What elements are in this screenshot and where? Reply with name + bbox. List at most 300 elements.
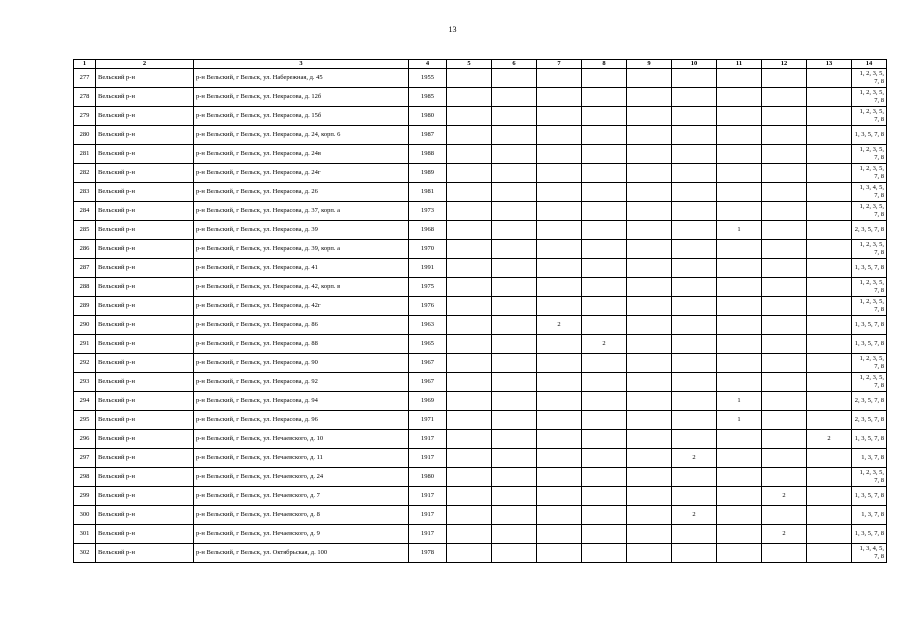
col-10-cell [672, 278, 717, 297]
col-11-cell [717, 126, 762, 145]
year-built-cell: 1965 [409, 335, 447, 354]
col-7-cell [537, 544, 582, 563]
row-number-cell: 288 [74, 278, 96, 297]
col-6-cell [492, 468, 537, 487]
col-10-cell [672, 164, 717, 183]
table-row [74, 259, 887, 278]
col-14-cell: 1, 2, 3, 5, 7, 8 [852, 88, 887, 107]
district-cell: Вельский р-н [96, 278, 194, 297]
col-6-cell [492, 506, 537, 525]
table-row [74, 487, 887, 506]
row-number-cell: 281 [74, 145, 96, 164]
row-number-cell: 284 [74, 202, 96, 221]
col-6-cell [492, 316, 537, 335]
district-cell: Вельский р-н [96, 202, 194, 221]
col-5-cell [447, 411, 492, 430]
table-row [74, 221, 887, 240]
district-cell: Вельский р-н [96, 145, 194, 164]
year-built-cell: 1967 [409, 373, 447, 392]
table-row [74, 278, 887, 297]
col-10-cell [672, 411, 717, 430]
col-11-cell [717, 145, 762, 164]
address-cell: р-н Вельский, г Вельск, ул. Некрасова, д. 86 [194, 316, 409, 335]
col-7-cell [537, 202, 582, 221]
col-14-cell: 1, 2, 3, 5, 7, 8 [852, 107, 887, 126]
col-14-cell: 1, 2, 3, 5, 7, 8 [852, 69, 887, 88]
page-number: 13 [448, 25, 457, 34]
col-8-cell [582, 88, 627, 107]
col-12-cell [762, 240, 807, 259]
col-header-13: 13 [807, 60, 852, 69]
district-cell: Вельский р-н [96, 316, 194, 335]
year-built-cell: 1967 [409, 354, 447, 373]
col-14-cell: 2, 3, 5, 7, 8 [852, 411, 887, 430]
row-number-cell: 283 [74, 183, 96, 202]
col-5-cell [447, 164, 492, 183]
address-cell: р-н Вельский, г Вельск, ул. Некрасова, д. 42, корп. в [194, 278, 409, 297]
col-8-cell [582, 107, 627, 126]
year-built-cell: 1917 [409, 449, 447, 468]
col-6-cell [492, 297, 537, 316]
col-5-cell [447, 544, 492, 563]
district-cell: Вельский р-н [96, 259, 194, 278]
col-14-cell: 1, 3, 5, 7, 8 [852, 126, 887, 145]
year-built-cell: 1963 [409, 316, 447, 335]
col-11-cell [717, 544, 762, 563]
address-cell: р-н Вельский, г Вельск, ул. Некрасова, д. 42г [194, 297, 409, 316]
col-9-cell [627, 297, 672, 316]
col-6-cell [492, 354, 537, 373]
col-6-cell [492, 373, 537, 392]
col-5-cell [447, 392, 492, 411]
col-12-cell: 2 [762, 525, 807, 544]
col-7-cell [537, 506, 582, 525]
col-7-cell [537, 259, 582, 278]
col-12-cell [762, 145, 807, 164]
col-8-cell [582, 544, 627, 563]
col-11-cell [717, 430, 762, 449]
col-10-cell [672, 392, 717, 411]
col-6-cell [492, 240, 537, 259]
col-10-cell [672, 183, 717, 202]
col-11-cell [717, 354, 762, 373]
col-5-cell [447, 449, 492, 468]
col-6-cell [492, 525, 537, 544]
col-6-cell [492, 449, 537, 468]
table-row [74, 449, 887, 468]
col-6-cell [492, 107, 537, 126]
table-row [74, 145, 887, 164]
col-10-cell [672, 240, 717, 259]
col-5-cell [447, 145, 492, 164]
col-5-cell [447, 240, 492, 259]
col-12-cell [762, 430, 807, 449]
table-row [74, 164, 887, 183]
col-6-cell [492, 145, 537, 164]
col-11-cell [717, 449, 762, 468]
col-14-cell: 1, 3, 5, 7, 8 [852, 430, 887, 449]
col-11-cell [717, 69, 762, 88]
col-5-cell [447, 316, 492, 335]
table-row [74, 392, 887, 411]
address-cell: р-н Вельский, г Вельск, ул. Некрасова, д. 26 [194, 183, 409, 202]
district-cell: Вельский р-н [96, 221, 194, 240]
table-row [74, 354, 887, 373]
col-11-cell [717, 468, 762, 487]
col-5-cell [447, 525, 492, 544]
col-11-cell [717, 259, 762, 278]
col-13-cell [807, 373, 852, 392]
col-5-cell [447, 278, 492, 297]
col-14-cell: 1, 3, 7, 8 [852, 449, 887, 468]
col-11-cell [717, 335, 762, 354]
col-6-cell [492, 221, 537, 240]
col-8-cell [582, 392, 627, 411]
row-number-cell: 289 [74, 297, 96, 316]
row-number-cell: 292 [74, 354, 96, 373]
header-row [74, 60, 887, 69]
district-cell: Вельский р-н [96, 69, 194, 88]
col-5-cell [447, 126, 492, 145]
col-8-cell [582, 411, 627, 430]
year-built-cell: 1978 [409, 544, 447, 563]
col-7-cell: 2 [537, 316, 582, 335]
col-9-cell [627, 278, 672, 297]
district-cell: Вельский р-н [96, 411, 194, 430]
table-row [74, 88, 887, 107]
col-9-cell [627, 316, 672, 335]
table-row [74, 411, 887, 430]
col-13-cell [807, 487, 852, 506]
col-11-cell: 1 [717, 392, 762, 411]
address-cell: р-н Вельский, г Вельск, ул. Нечаевского, д. 7 [194, 487, 409, 506]
table-row [74, 107, 887, 126]
table-row [74, 525, 887, 544]
table-row [74, 373, 887, 392]
col-10-cell [672, 487, 717, 506]
col-14-cell: 2, 3, 5, 7, 8 [852, 392, 887, 411]
col-11-cell [717, 107, 762, 126]
district-cell: Вельский р-н [96, 544, 194, 563]
col-12-cell [762, 164, 807, 183]
row-number-cell: 296 [74, 430, 96, 449]
row-number-cell: 286 [74, 240, 96, 259]
col-6-cell [492, 392, 537, 411]
district-cell: Вельский р-н [96, 335, 194, 354]
col-14-cell: 1, 3, 5, 7, 8 [852, 335, 887, 354]
col-8-cell: 2 [582, 335, 627, 354]
address-cell: р-н Вельский, г Вельск, ул. Некрасова, д. 41 [194, 259, 409, 278]
col-8-cell [582, 316, 627, 335]
col-5-cell [447, 259, 492, 278]
col-7-cell [537, 240, 582, 259]
col-8-cell [582, 259, 627, 278]
col-11-cell [717, 278, 762, 297]
table-row [74, 544, 887, 563]
address-cell: р-н Вельский, г Вельск, ул. Набережная, д. 45 [194, 69, 409, 88]
year-built-cell: 1971 [409, 411, 447, 430]
table-row [74, 335, 887, 354]
address-cell: р-н Вельский, г Вельск, ул. Некрасова, д. 39 [194, 221, 409, 240]
col-8-cell [582, 430, 627, 449]
col-10-cell [672, 221, 717, 240]
col-14-cell: 1, 3, 5, 7, 8 [852, 525, 887, 544]
col-12-cell [762, 202, 807, 221]
col-11-cell [717, 202, 762, 221]
col-7-cell [537, 392, 582, 411]
col-12-cell [762, 392, 807, 411]
address-cell: р-н Вельский, г Вельск, ул. Некрасова, д. 88 [194, 335, 409, 354]
col-14-cell: 1, 3, 7, 8 [852, 506, 887, 525]
col-12-cell [762, 468, 807, 487]
col-8-cell [582, 240, 627, 259]
col-13-cell [807, 240, 852, 259]
year-built-cell: 1976 [409, 297, 447, 316]
year-built-cell: 1917 [409, 430, 447, 449]
col-7-cell [537, 126, 582, 145]
row-number-cell: 301 [74, 525, 96, 544]
col-13-cell [807, 411, 852, 430]
col-9-cell [627, 468, 672, 487]
col-12-cell [762, 411, 807, 430]
col-8-cell [582, 487, 627, 506]
col-10-cell [672, 259, 717, 278]
address-cell: р-н Вельский, г Вельск, ул. Некрасова, д. 90 [194, 354, 409, 373]
address-cell: р-н Вельский, г Вельск, ул. Некрасова, д. 15б [194, 107, 409, 126]
year-built-cell: 1917 [409, 525, 447, 544]
address-cell: р-н Вельский, г Вельск, ул. Некрасова, д. 37, корп. а [194, 202, 409, 221]
col-14-cell: 1, 3, 4, 5, 7, 8 [852, 183, 887, 202]
col-6-cell [492, 411, 537, 430]
table-row [74, 183, 887, 202]
table-row [74, 126, 887, 145]
table-body [74, 69, 887, 563]
col-5-cell [447, 221, 492, 240]
col-9-cell [627, 449, 672, 468]
col-10-cell [672, 202, 717, 221]
col-13-cell [807, 183, 852, 202]
col-5-cell [447, 107, 492, 126]
district-cell: Вельский р-н [96, 487, 194, 506]
col-6-cell [492, 335, 537, 354]
col-14-cell: 1, 3, 5, 7, 8 [852, 316, 887, 335]
row-number-cell: 294 [74, 392, 96, 411]
row-number-cell: 299 [74, 487, 96, 506]
col-7-cell [537, 525, 582, 544]
col-14-cell: 1, 2, 3, 5, 7, 8 [852, 297, 887, 316]
col-6-cell [492, 544, 537, 563]
col-8-cell [582, 202, 627, 221]
row-number-cell: 278 [74, 88, 96, 107]
col-14-cell: 1, 2, 3, 5, 7, 8 [852, 354, 887, 373]
col-8-cell [582, 69, 627, 88]
address-cell: р-н Вельский, г Вельск, ул. Некрасова, д. 39, корп. а [194, 240, 409, 259]
address-cell: р-н Вельский, г Вельск, ул. Нечаевского, д. 10 [194, 430, 409, 449]
col-8-cell [582, 525, 627, 544]
col-14-cell: 1, 2, 3, 5, 7, 8 [852, 278, 887, 297]
year-built-cell: 1988 [409, 145, 447, 164]
col-13-cell [807, 354, 852, 373]
year-built-cell: 1917 [409, 506, 447, 525]
col-10-cell [672, 525, 717, 544]
col-11-cell [717, 240, 762, 259]
col-8-cell [582, 506, 627, 525]
col-11-cell [717, 183, 762, 202]
housing-registry-table [73, 59, 887, 563]
col-7-cell [537, 354, 582, 373]
col-13-cell [807, 468, 852, 487]
district-cell: Вельский р-н [96, 506, 194, 525]
col-10-cell [672, 373, 717, 392]
year-built-cell: 1955 [409, 69, 447, 88]
col-6-cell [492, 88, 537, 107]
col-13-cell [807, 259, 852, 278]
col-header-10: 10 [672, 60, 717, 69]
table-row [74, 202, 887, 221]
col-6-cell [492, 126, 537, 145]
col-10-cell [672, 468, 717, 487]
district-cell: Вельский р-н [96, 449, 194, 468]
col-header-5: 5 [447, 60, 492, 69]
col-10-cell [672, 145, 717, 164]
col-12-cell [762, 297, 807, 316]
col-7-cell [537, 278, 582, 297]
address-cell: р-н Вельский, г Вельск, ул. Некрасова, д. 92 [194, 373, 409, 392]
table-row [74, 430, 887, 449]
district-cell: Вельский р-н [96, 373, 194, 392]
col-9-cell [627, 183, 672, 202]
year-built-cell: 1973 [409, 202, 447, 221]
col-12-cell [762, 221, 807, 240]
year-built-cell: 1980 [409, 107, 447, 126]
col-9-cell [627, 354, 672, 373]
col-6-cell [492, 259, 537, 278]
col-7-cell [537, 164, 582, 183]
district-cell: Вельский р-н [96, 240, 194, 259]
col-11-cell [717, 88, 762, 107]
col-8-cell [582, 164, 627, 183]
col-header-4: 4 [409, 60, 447, 69]
year-built-cell: 1969 [409, 392, 447, 411]
col-11-cell [717, 373, 762, 392]
col-5-cell [447, 487, 492, 506]
col-7-cell [537, 411, 582, 430]
address-cell: р-н Вельский, г Вельск, ул. Нечаевского, д. 9 [194, 525, 409, 544]
col-10-cell: 2 [672, 506, 717, 525]
district-cell: Вельский р-н [96, 164, 194, 183]
col-12-cell [762, 544, 807, 563]
col-10-cell [672, 107, 717, 126]
col-12-cell [762, 373, 807, 392]
district-cell: Вельский р-н [96, 88, 194, 107]
col-12-cell [762, 278, 807, 297]
col-13-cell [807, 88, 852, 107]
district-cell: Вельский р-н [96, 392, 194, 411]
col-12-cell: 2 [762, 487, 807, 506]
col-8-cell [582, 373, 627, 392]
col-12-cell [762, 69, 807, 88]
col-9-cell [627, 392, 672, 411]
col-10-cell [672, 69, 717, 88]
col-header-11: 11 [717, 60, 762, 69]
col-6-cell [492, 69, 537, 88]
col-9-cell [627, 373, 672, 392]
col-10-cell [672, 335, 717, 354]
col-9-cell [627, 487, 672, 506]
row-number-cell: 295 [74, 411, 96, 430]
col-8-cell [582, 145, 627, 164]
address-cell: р-н Вельский, г Вельск, ул. Некрасова, д. 24в [194, 145, 409, 164]
col-13-cell [807, 544, 852, 563]
col-7-cell [537, 430, 582, 449]
col-7-cell [537, 335, 582, 354]
col-11-cell: 1 [717, 221, 762, 240]
col-14-cell: 1, 3, 5, 7, 8 [852, 487, 887, 506]
col-14-cell: 1, 3, 5, 7, 8 [852, 259, 887, 278]
col-13-cell [807, 221, 852, 240]
col-7-cell [537, 297, 582, 316]
year-built-cell: 1987 [409, 126, 447, 145]
district-cell: Вельский р-н [96, 183, 194, 202]
year-built-cell: 1981 [409, 183, 447, 202]
district-cell: Вельский р-н [96, 430, 194, 449]
col-14-cell: 1, 3, 4, 5, 7, 8 [852, 544, 887, 563]
col-7-cell [537, 373, 582, 392]
col-8-cell [582, 297, 627, 316]
col-9-cell [627, 202, 672, 221]
col-13-cell [807, 506, 852, 525]
col-5-cell [447, 354, 492, 373]
year-built-cell: 1985 [409, 88, 447, 107]
address-cell: р-н Вельский, г Вельск, ул. Октябрьская, д. 100 [194, 544, 409, 563]
year-built-cell: 1917 [409, 487, 447, 506]
col-11-cell [717, 297, 762, 316]
col-7-cell [537, 221, 582, 240]
col-13-cell [807, 335, 852, 354]
year-built-cell: 1991 [409, 259, 447, 278]
col-10-cell [672, 88, 717, 107]
col-8-cell [582, 449, 627, 468]
col-10-cell [672, 354, 717, 373]
col-5-cell [447, 69, 492, 88]
col-7-cell [537, 487, 582, 506]
year-built-cell: 1989 [409, 164, 447, 183]
col-10-cell [672, 544, 717, 563]
row-number-cell: 285 [74, 221, 96, 240]
col-9-cell [627, 525, 672, 544]
col-header-2: 2 [96, 60, 194, 69]
col-13-cell [807, 107, 852, 126]
row-number-cell: 287 [74, 259, 96, 278]
table-row [74, 506, 887, 525]
col-14-cell: 1, 2, 3, 5, 7, 8 [852, 164, 887, 183]
year-built-cell: 1968 [409, 221, 447, 240]
col-5-cell [447, 88, 492, 107]
col-11-cell [717, 506, 762, 525]
year-built-cell: 1980 [409, 468, 447, 487]
col-9-cell [627, 69, 672, 88]
col-5-cell [447, 335, 492, 354]
col-9-cell [627, 126, 672, 145]
col-header-7: 7 [537, 60, 582, 69]
col-12-cell [762, 506, 807, 525]
col-9-cell [627, 506, 672, 525]
col-12-cell [762, 354, 807, 373]
col-6-cell [492, 202, 537, 221]
col-11-cell [717, 164, 762, 183]
col-10-cell: 2 [672, 449, 717, 468]
col-11-cell [717, 316, 762, 335]
